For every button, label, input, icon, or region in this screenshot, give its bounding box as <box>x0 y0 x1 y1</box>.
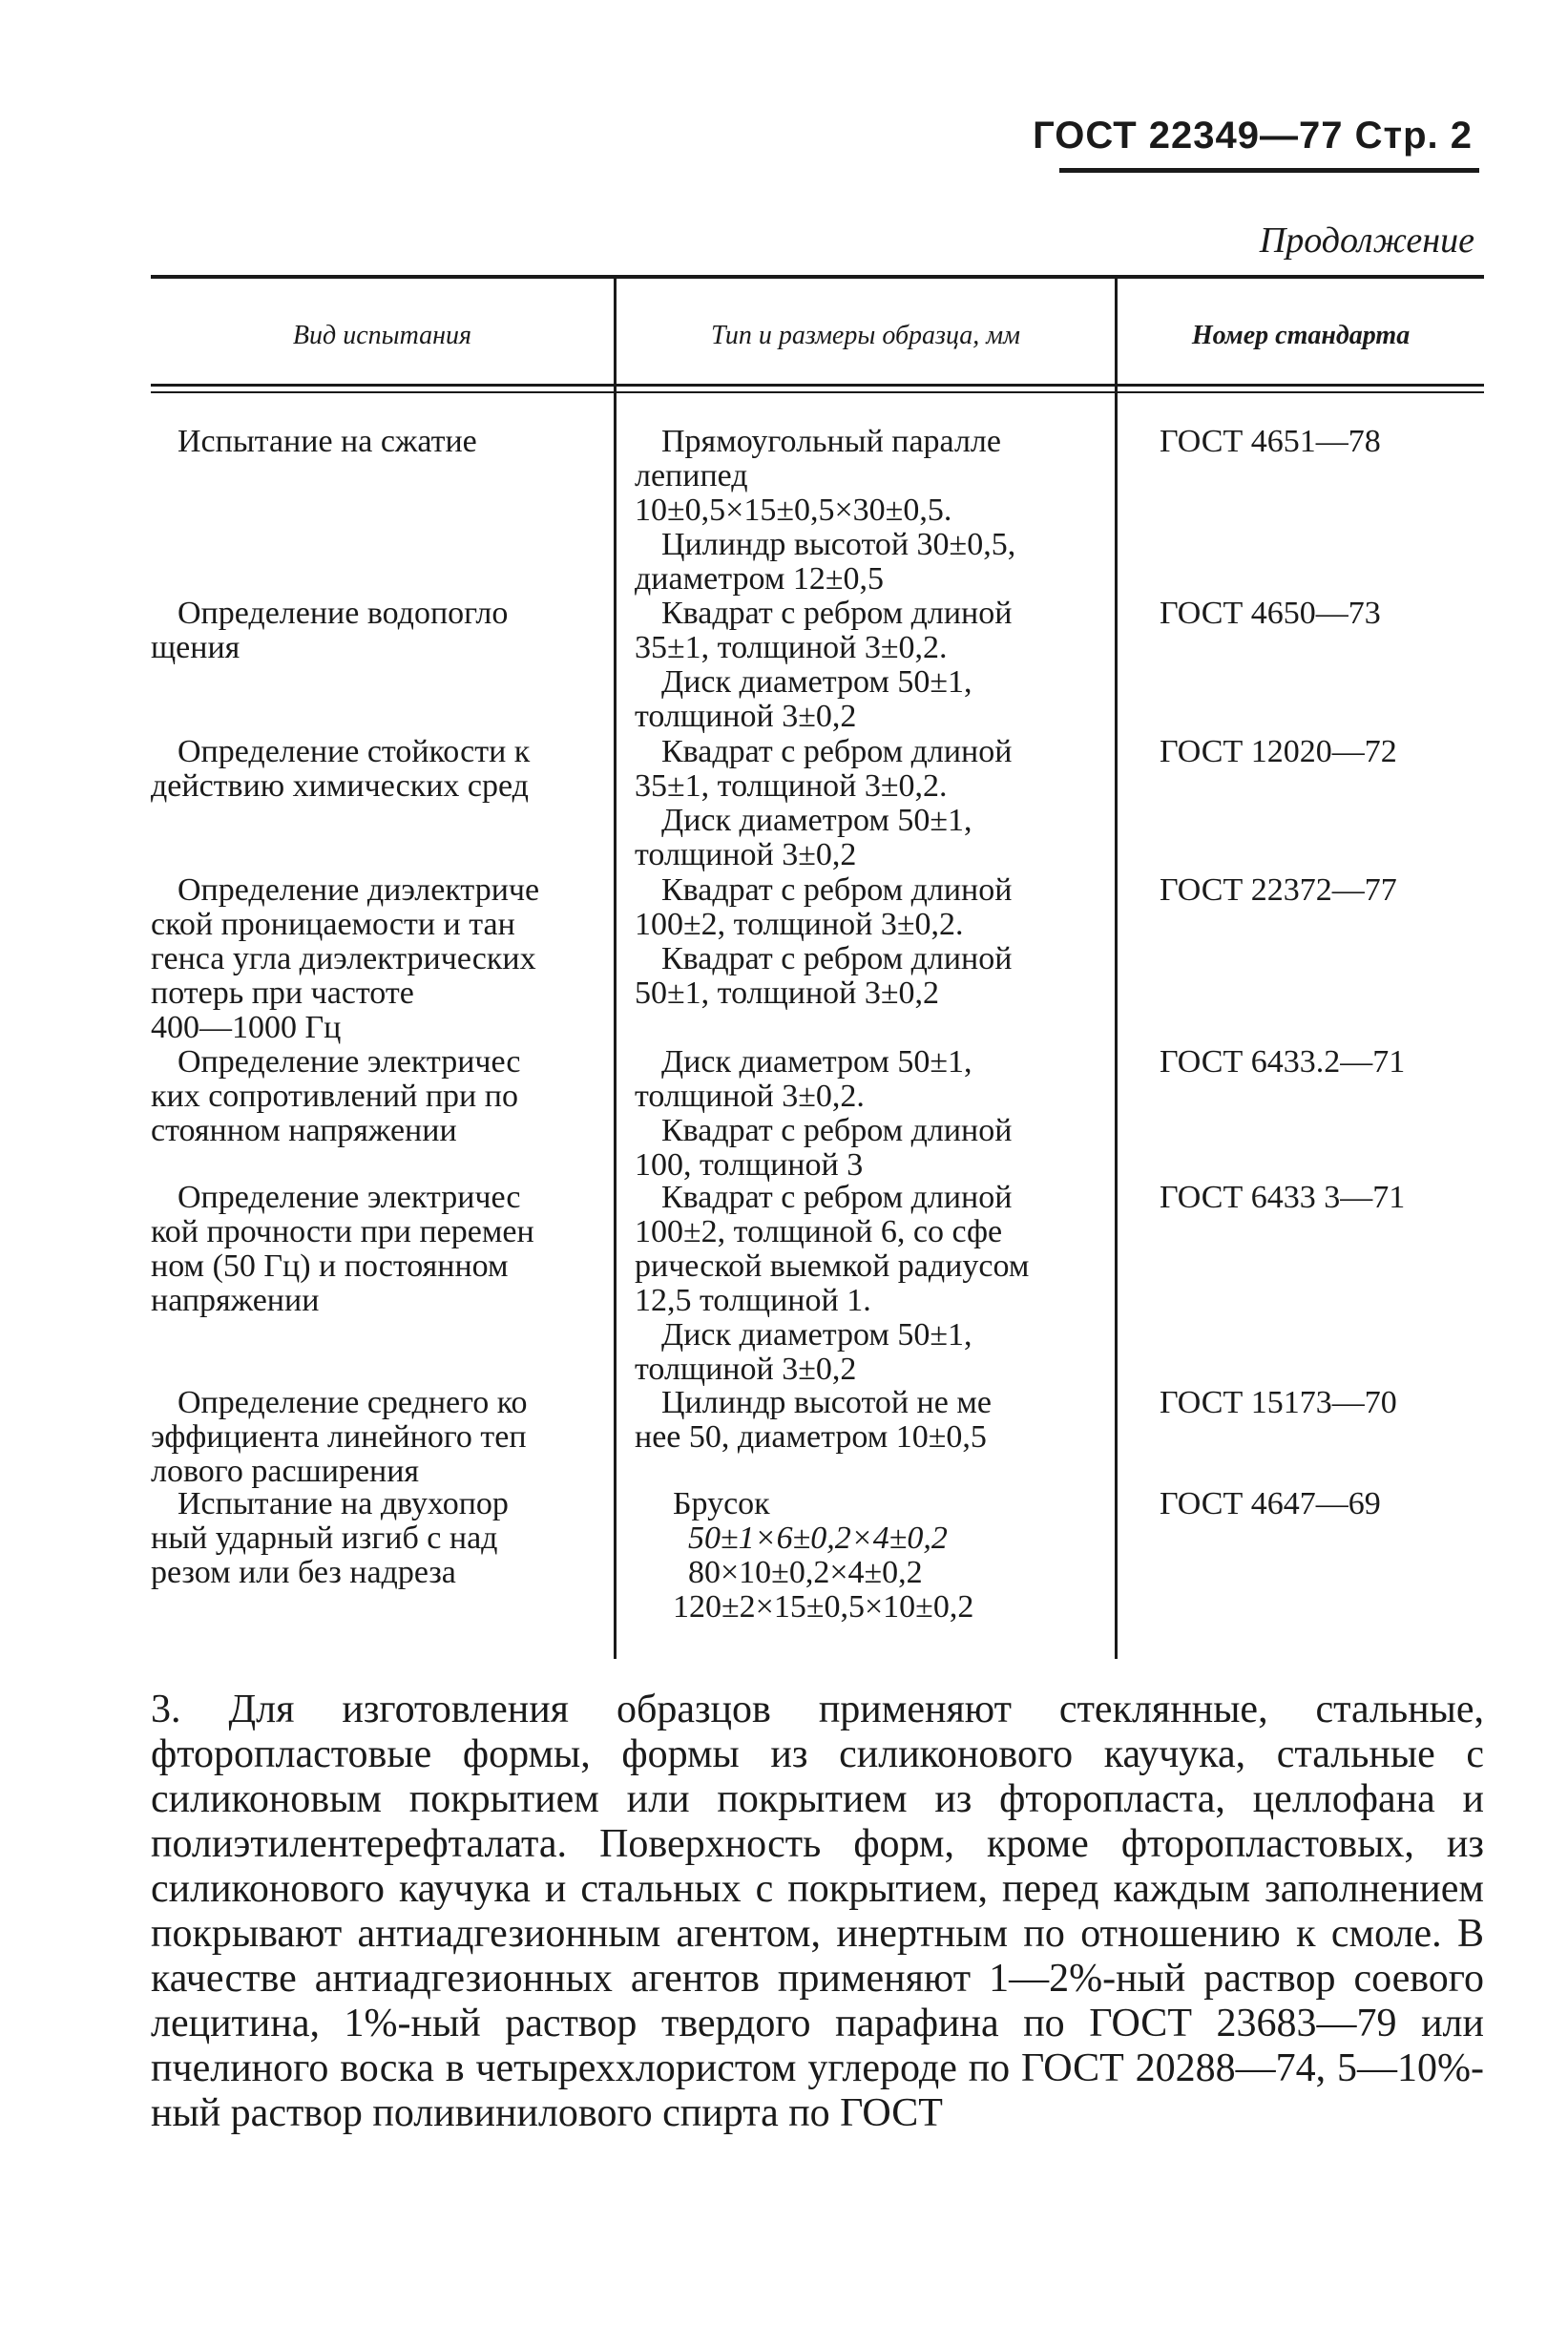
standard-cell: ГОСТ 4650—73 <box>1160 596 1381 631</box>
specimen-cell: Прямоугольный паралле лепипед 10±0,5×15±0,5×30±0,5. Цилиндр высотой 30±0,5, диаметром 12±0,5 <box>635 424 1016 597</box>
standard-cell: ГОСТ 4647—69 <box>1160 1486 1381 1521</box>
continuation-label: Продолжение <box>1259 220 1474 261</box>
page-header-title: ГОСТ 22349—77 Стр. 2 <box>1033 115 1473 157</box>
standard-cell: ГОСТ 12020—72 <box>1160 734 1397 769</box>
standard-cell: ГОСТ 15173—70 <box>1160 1385 1397 1420</box>
specimen-cell: Квадрат с ребром длиной 100±2, толщиной 6, со сфе рической выемкой радиусом 12,5 толщиной 1. Диск диаметром 50±1, толщиной 3±0,2 <box>635 1180 1030 1387</box>
column-header-test: Вид испытания <box>292 321 472 350</box>
test-cell: Определение электричес ких сопротивлений при по стоянном напряжении <box>151 1044 521 1148</box>
test-cell: Определение водопогло щения <box>151 596 509 665</box>
standard-cell: ГОСТ 6433 3—71 <box>1160 1180 1406 1215</box>
table-divider-1 <box>614 277 617 1659</box>
test-cell: Определение диэлектриче ской проницаемости и тан генса угла диэлектрических потерь при частоте 400—1000 Гц <box>151 872 540 1045</box>
test-cell: Испытание на двухопор ный ударный изгиб с над резом или без надреза <box>151 1486 509 1590</box>
test-cell: Определение стойкости к действию химических сред <box>151 734 531 804</box>
specimen-cell: Брусок 50±1×6±0,2×4±0,2 80×10±0,2×4±0,2 120±2×15±0,5×10±0,2 <box>673 1486 974 1625</box>
test-cell: Определение среднего ко эффициента линейного теп лового расширения <box>151 1385 528 1489</box>
standard-cell: ГОСТ 22372—77 <box>1160 872 1397 908</box>
standard-cell: ГОСТ 6433.2—71 <box>1160 1044 1406 1080</box>
table-top-rule <box>151 275 1484 279</box>
standard-cell: ГОСТ 4651—78 <box>1160 424 1381 459</box>
specimen-cell: Квадрат с ребром длиной 100±2, толщиной 3±0,2. Квадрат с ребром длиной 50±1, толщиной 3±0,2 <box>635 872 1013 1011</box>
body-paragraph: 3. Для изготовления образцов применяют стеклянные, стальные, фторопластовые формы, формы из силиконового каучука, стальные с силиконовым покрытием или покрытием из фторопласта, целлофана и полиэтилентерефталата. Поверхность форм, кроме фторопластовых, из силиконового каучука и стальных с покрытием, перед каждым заполнением покрывают антиадгезионным агентом, инертным по отношению к смоле. В качестве антиадгезионных агентов применяют 1—2%-ный раствор соевого лецитина, 1%-ный раствор твердого парафина по ГОСТ 23683—79 или пчелиного воска в четыреххлористом углероде по ГОСТ 20288—74, 5—10%-ный раствор поливинилового спирта по ГОСТ <box>151 1688 1484 2135</box>
specimen-cell: Цилиндр высотой не ме нее 50, диаметром 10±0,5 <box>635 1385 992 1455</box>
table-divider-2 <box>1115 277 1118 1659</box>
column-header-standard: Номер стандарта <box>1191 321 1411 350</box>
table-header-rule <box>151 384 1484 387</box>
specimen-cell: Квадрат с ребром длиной 35±1, толщиной 3±0,2. Диск диаметром 50±1, толщиной 3±0,2 <box>635 596 1013 734</box>
test-cell: Испытание на сжатие <box>178 424 477 459</box>
column-header-specimen: Тип и размеры образца, мм <box>710 321 1021 350</box>
test-cell: Определение электричес кой прочности при перемен ном (50 Гц) и постоянном напряжении <box>151 1180 534 1318</box>
specimen-cell: Диск диаметром 50±1, толщиной 3±0,2. Квадрат с ребром длиной 100, толщиной 3 <box>635 1044 1013 1183</box>
specimen-cell: Квадрат с ребром длиной 35±1, толщиной 3±0,2. Диск диаметром 50±1, толщиной 3±0,2 <box>635 734 1013 872</box>
header-underline <box>1059 168 1479 173</box>
table-header-rule-2 <box>151 391 1484 393</box>
